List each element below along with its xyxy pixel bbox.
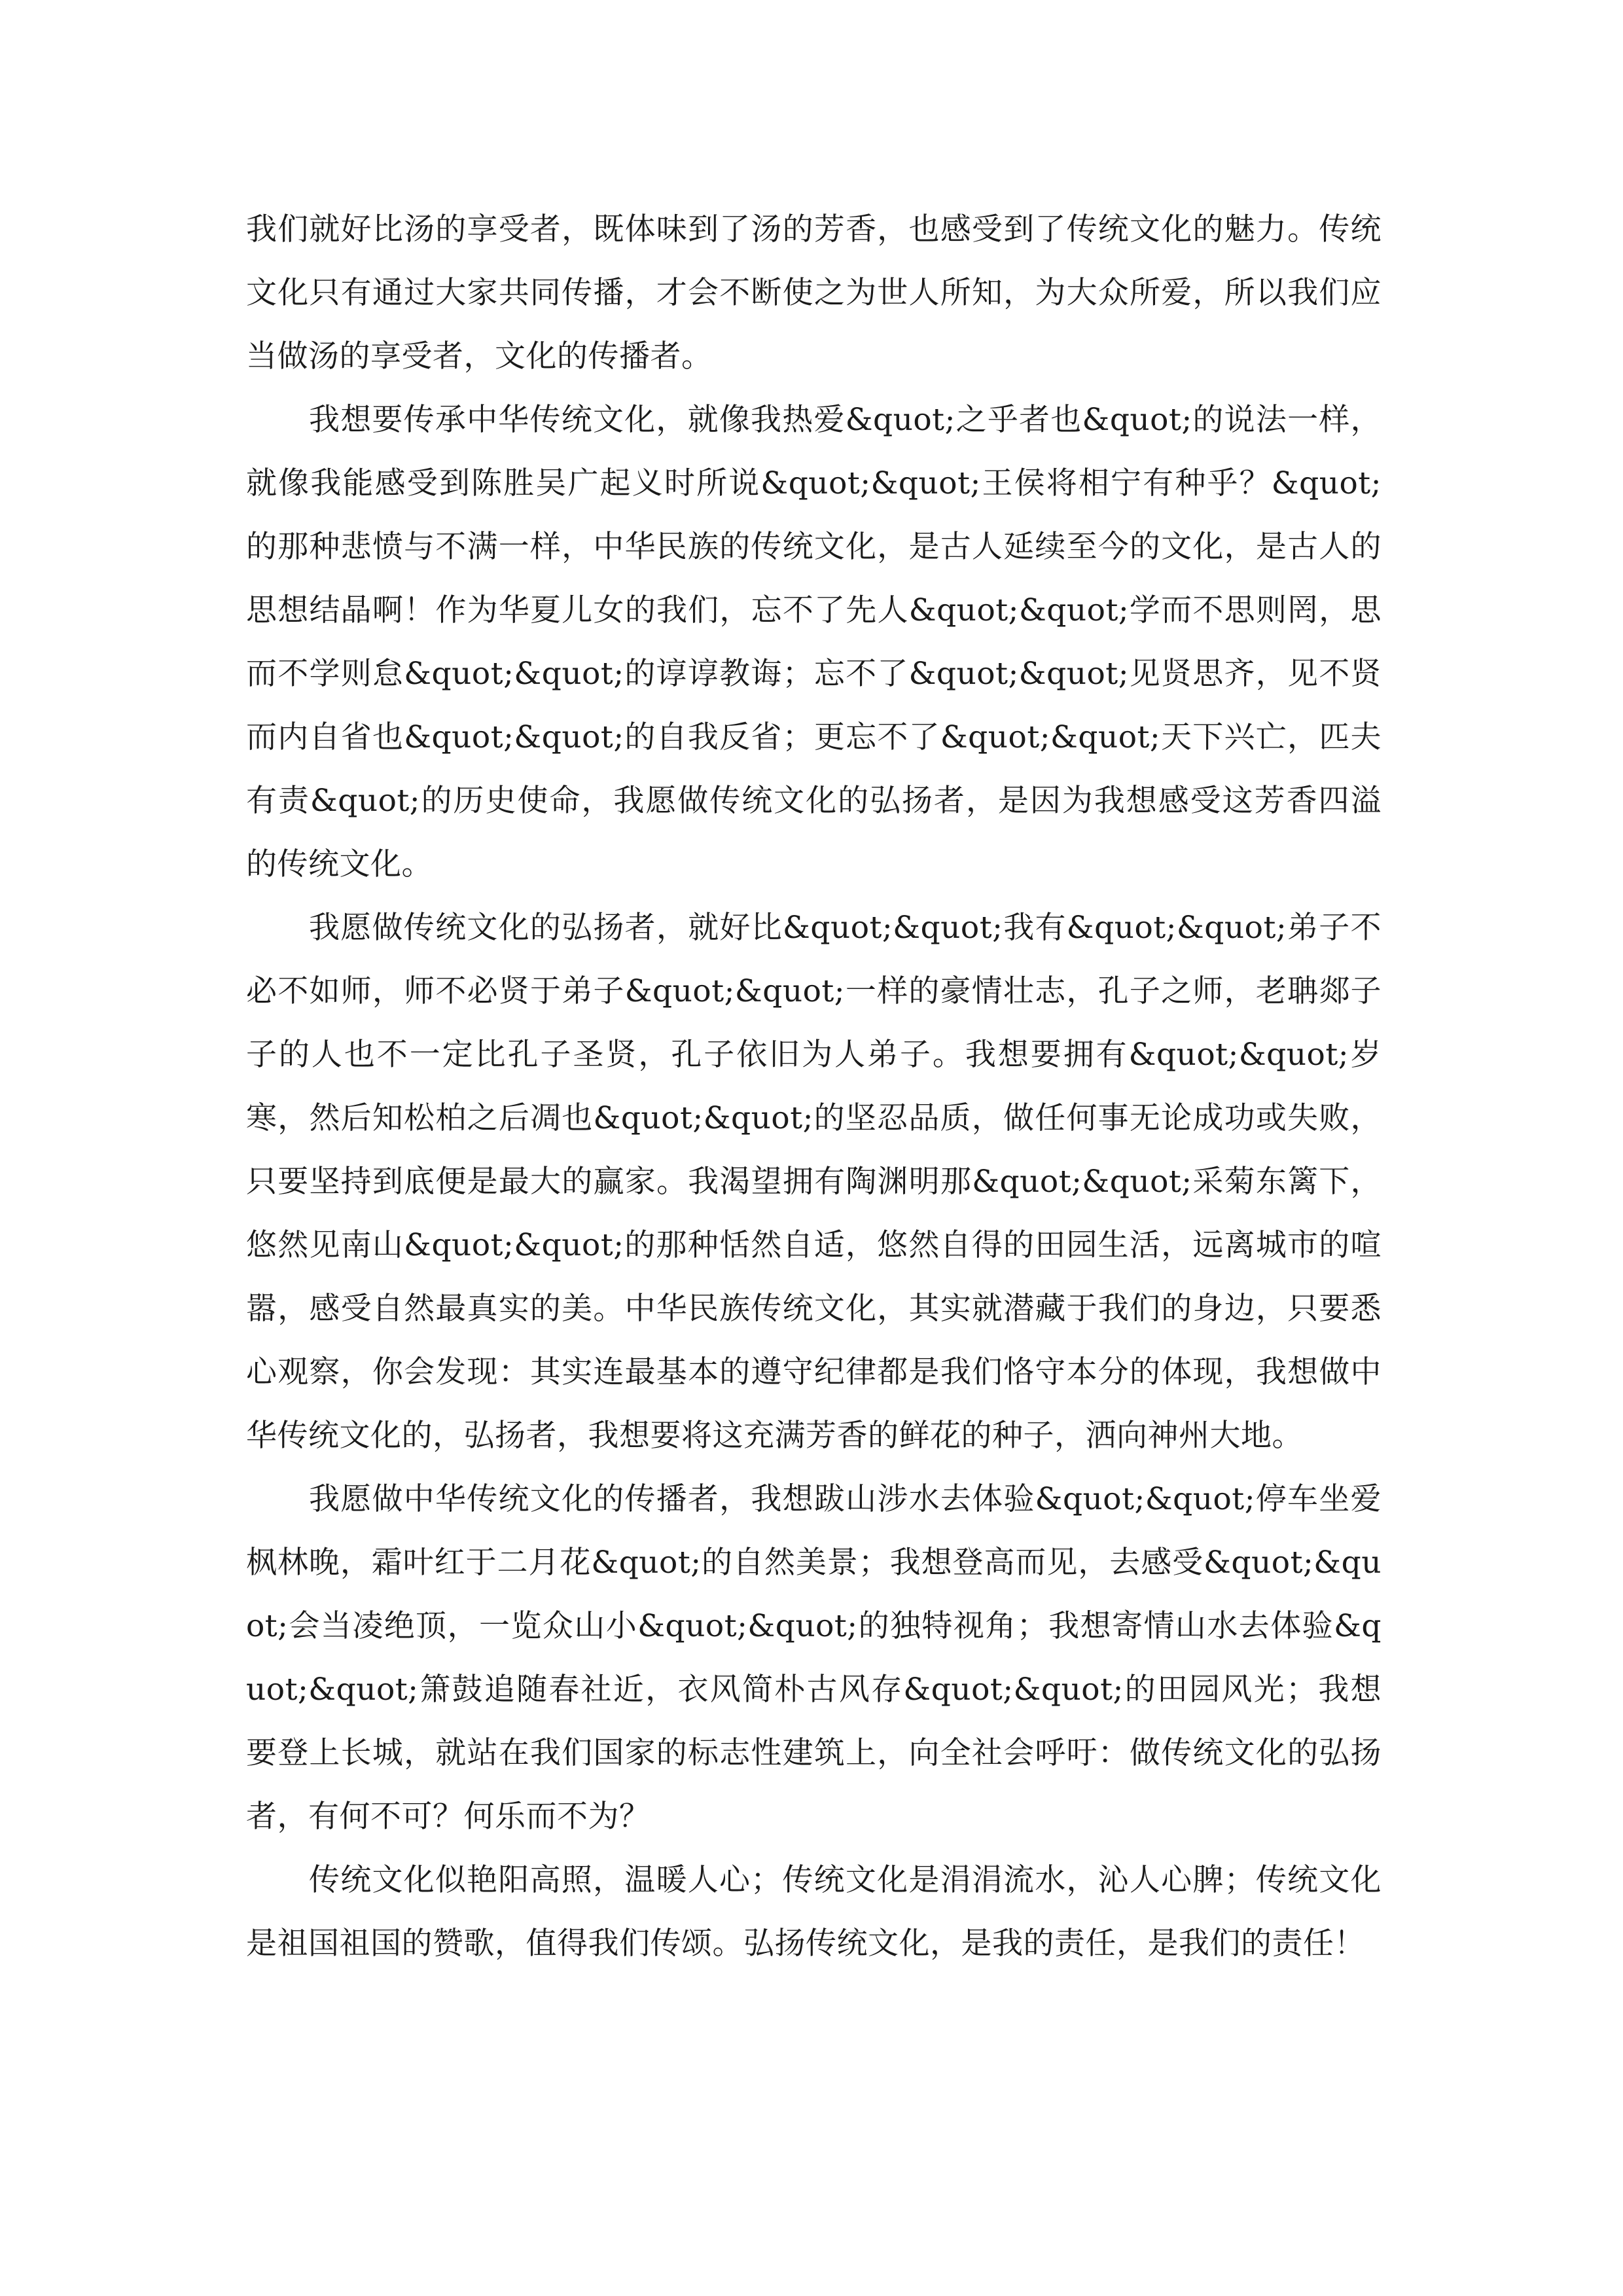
paragraph-4: 我愿做中华传统文化的传播者，我想跋山涉水去体验&quot;&quot;停车坐爱枫林晚，霜叶红于二月花&quot;的自然美景；我想登高而见，去感受&quot;&quot;会当凌绝顶，一览众山小&quot;&quot;的独特视角；我想寄情山水去体验&quot;&quot;箫鼓追随春社近，衣风简朴古风存&quot;&quot;的田园风光；我想要登上长城，就站在我们国家的标志性建筑上，向全社会呼吁：做传统文化的弘扬者，有何不可？何乐而不为？: [246, 1481, 1382, 1835]
document-body: [246, 198, 1382, 1975]
paragraph-3: 我愿做传统文化的弘扬者，就好比&quot;&quot;我有&quot;&quot;弟子不必不如师，师不必贤于弟子&quot;&quot;一样的豪情壮志，孔子之师，老聃郯子子的人也不一定比孔子圣贤，孔子依旧为人弟子。我想要拥有&quot;&quot;岁寒，然后知松柏之后凋也&quot;&quot;的坚忍品质，做任何事无论成功或失败，只要坚持到底便是最大的赢家。我渴望拥有陶渊明那&quot;&quot;采菊东篱下，悠然见南山&quot;&quot;的那种恬然自适，悠然自得的田园生活，远离城市的喧嚣，感受自然最真实的美。中华民族传统文化，其实就潜藏于我们的身边，只要悉心观察，你会发现：其实连最基本的遵守纪律都是我们恪守本分的体现，我想做中华传统文化的，弘扬者，我想要将这充满芳香的鲜花的种子，洒向神州大地。: [246, 910, 1382, 1454]
paragraph-1: 我们就好比汤的享受者，既体味到了汤的芳香，也感受到了传统文化的魅力。传统文化只有通过大家共同传播，才会不断使之为世人所知，为大众所爱，所以我们应当做汤的享受者，文化的传播者。: [246, 211, 1382, 374]
paragraph-2: 我想要传承中华传统文化，就像我热爱&quot;之乎者也&quot;的说法一样，就像我能感受到陈胜吴广起义时所说&quot;&quot;王侯将相宁有种乎？&quot;的那种悲愤与不满一样，中华民族的传统文化，是古人延续至今的文化，是古人的思想结晶啊！作为华夏儿女的我们，忘不了先人&quot;&quot;学而不思则罔，思而不学则怠&quot;&quot;的谆谆教诲；忘不了&quot;&quot;见贤思齐，见不贤而内自省也&quot;&quot;的自我反省；更忘不了&quot;&quot;天下兴亡，匹夫有责&quot;的历史使命，我愿做传统文化的弘扬者，是因为我想感受这芳香四溢的传统文化。: [246, 402, 1382, 882]
paragraph-5: 传统文化似艳阳高照，温暖人心；传统文化是涓涓流水，沁人心脾；传统文化是祖国祖国的赞歌，值得我们传颂。弘扬传统文化，是我的责任，是我们的责任！: [246, 1862, 1382, 1962]
